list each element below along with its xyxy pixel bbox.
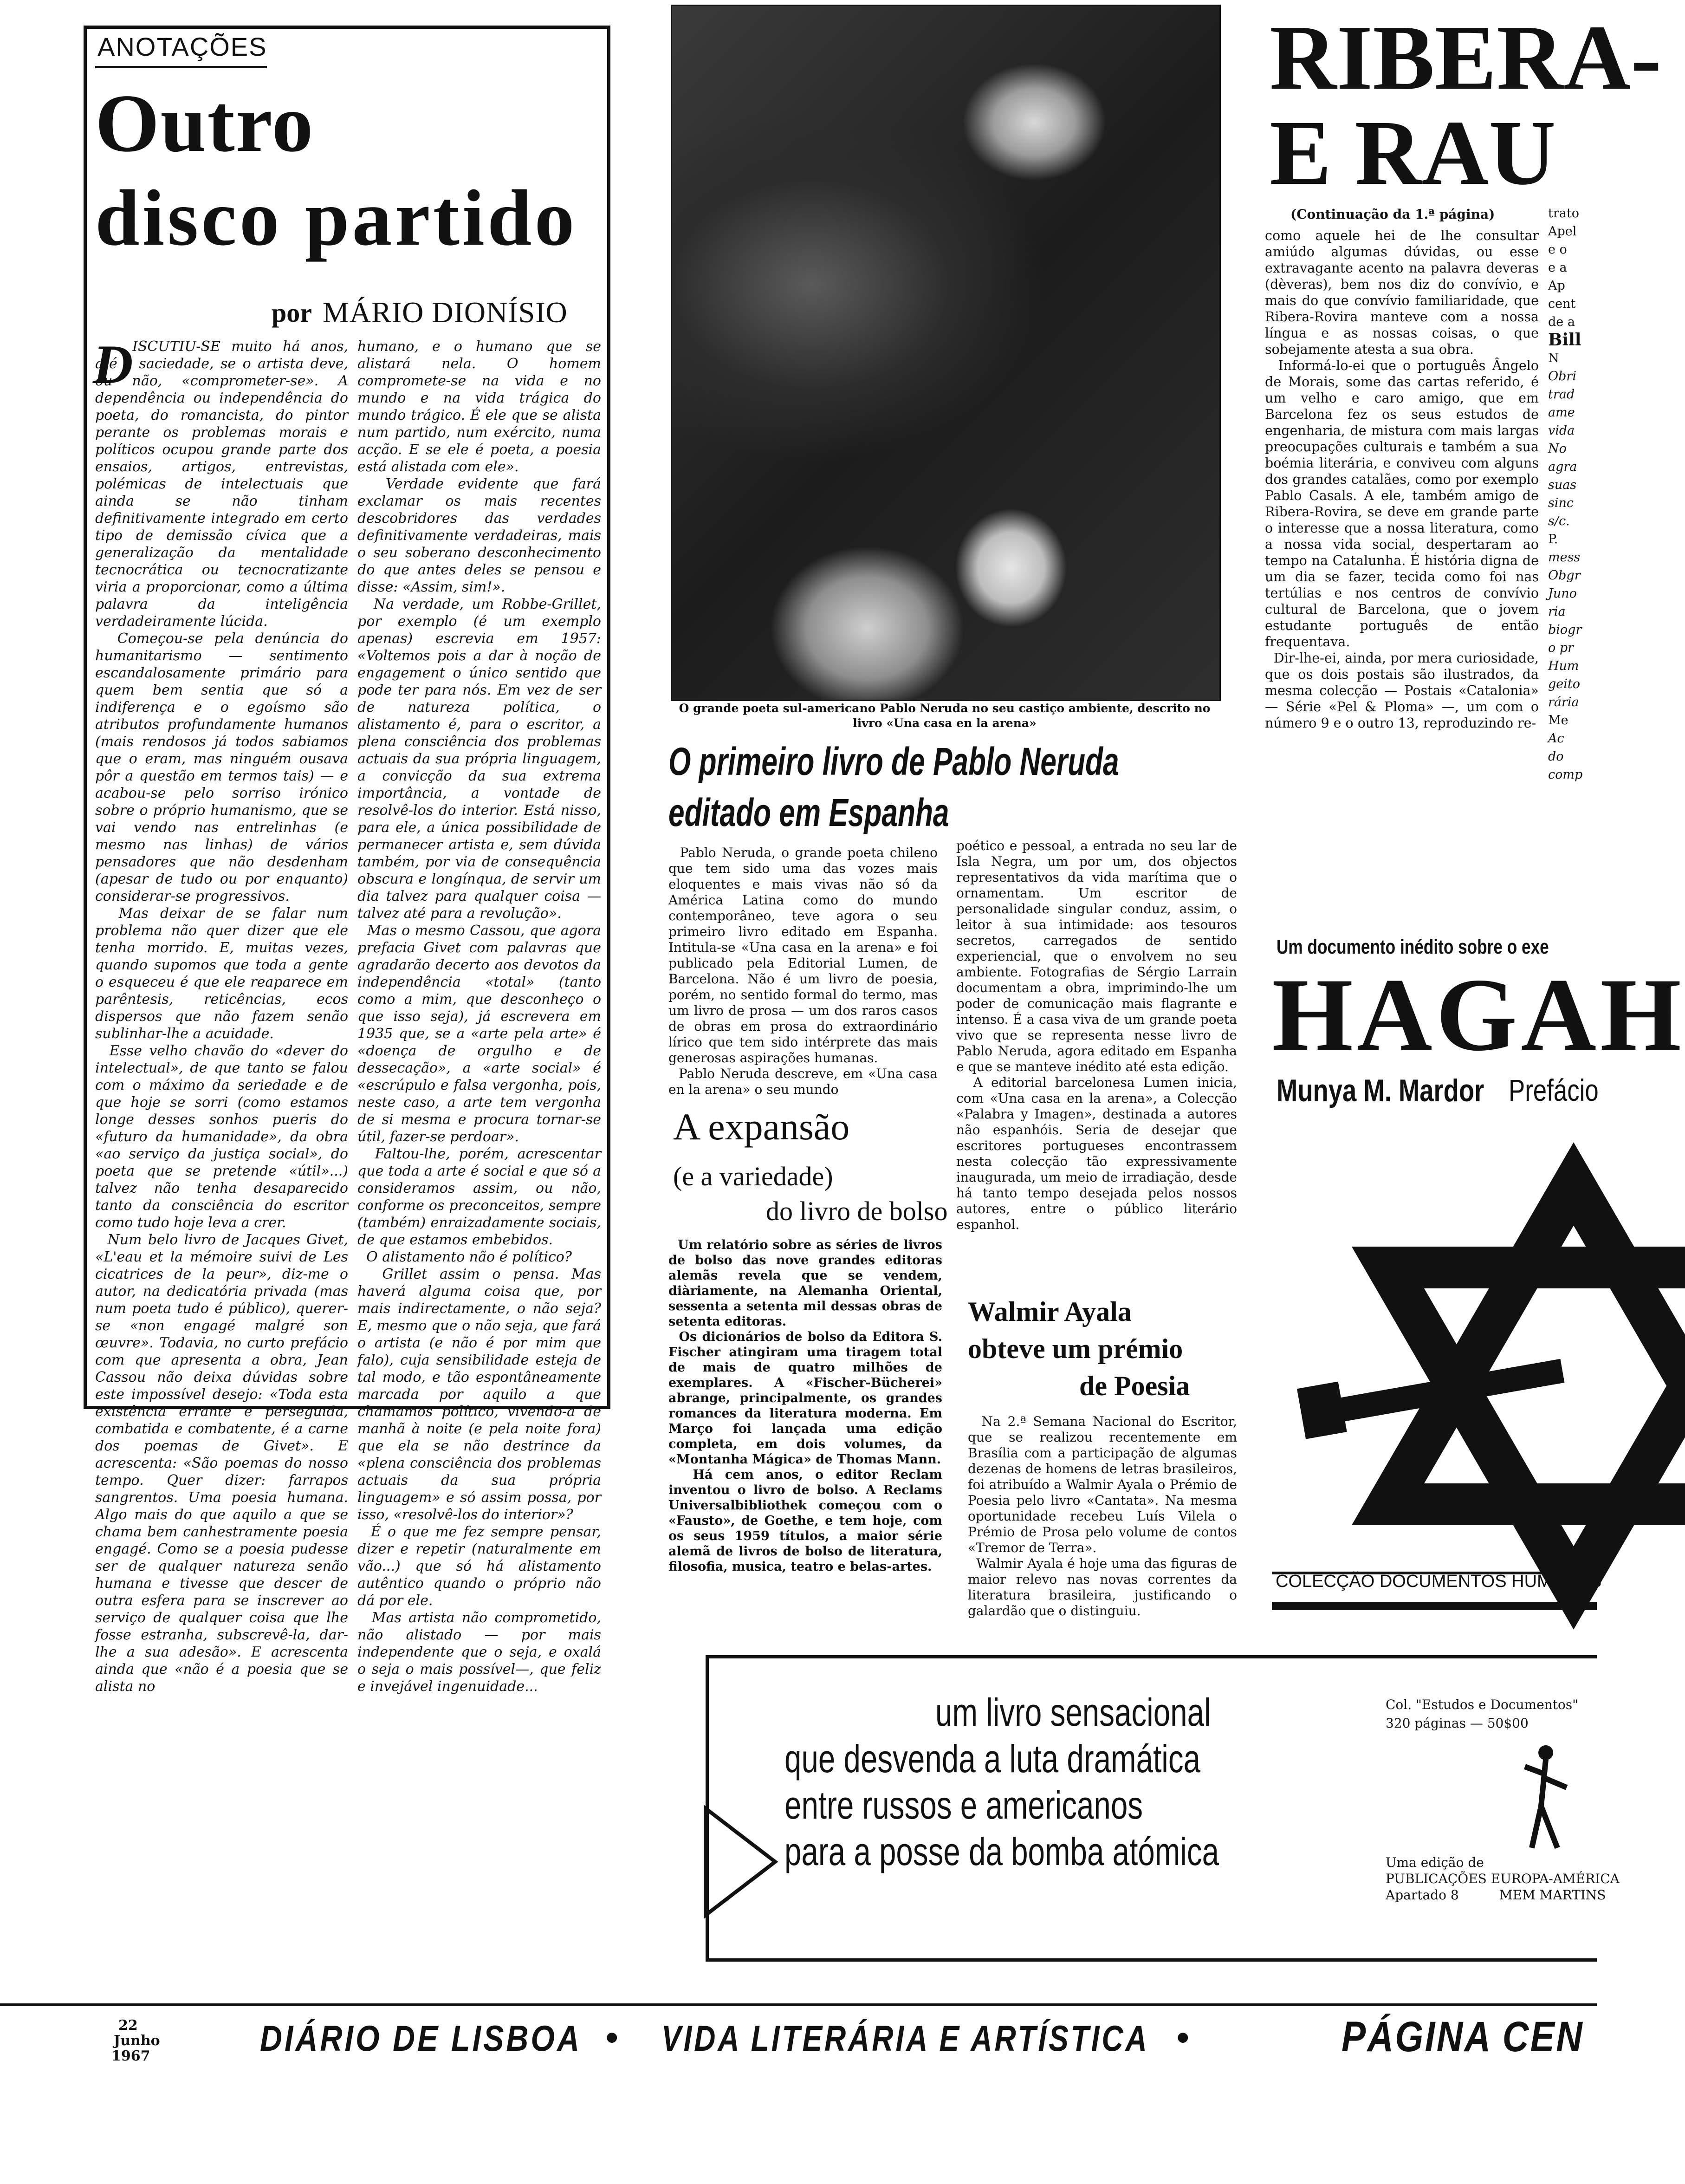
hagah-prefacio: Prefácio <box>1509 1073 1599 1107</box>
neruda-photo <box>671 5 1221 701</box>
edge-fragment: Obgr <box>1548 568 1581 583</box>
edge-fragment: Hum <box>1548 659 1579 673</box>
edge-fragment: de a <box>1548 315 1575 329</box>
edge-fragment: ame <box>1548 405 1575 420</box>
edge-fragment: e a <box>1548 260 1567 275</box>
ribera-continuation: (Continuação da 1.ª página) <box>1290 207 1495 222</box>
edge-fragment: suas <box>1548 478 1577 492</box>
footer-month: Junho <box>114 2033 160 2049</box>
bolso-text: Um relatório sobre as séries de livros de bolso das nove grandes editoras alemãs revela que se vendem, diàriamente, na Alemanha Oriental, sessenta a setenta mil dessas obras de setenta editoras. Os dicionários de bolso da Editora S. Fischer atingiram uma tiragem total de mais de quatro milhões de exemplares. A «Fischer-Bücherei» abrange, principalmente, os grandes romances da literatura moderna. Em Março foi lançada uma edição completa, em dois volumes, da «Montanha Mágica» de Thomas Mann. Há cem anos, o editor Reclam inventou o livro de bolso. A Reclams Universalbibliothek começou com o «Fausto», de Goethe, e tem hoje, com os seus 1959 títulos, a maior série alemã de livros de bolso de literatura, filosofia, musica, teatro e belas-artes. <box>668 1238 942 1574</box>
edge-fragment: Bill <box>1548 330 1581 350</box>
logo-body <box>1525 1760 1567 1848</box>
logo-head <box>1538 1745 1553 1760</box>
edge-fragment: sinc <box>1548 496 1574 510</box>
byline-por: por <box>272 298 312 328</box>
edge-fragment: Me <box>1548 713 1568 728</box>
edge-fragment: vida <box>1548 423 1575 438</box>
edge-fragment: biogr <box>1548 623 1582 637</box>
hagah-title: HAGAH <box>1272 956 1685 1072</box>
arrow-shape <box>706 1808 775 1915</box>
hagah-kicker: Um documento inédito sobre o exe <box>1277 936 1549 958</box>
ad-publisher: PUBLICAÇÕES EUROPA-AMÉRICA <box>1386 1871 1620 1886</box>
ayala-headline-3: de Poesia <box>1079 1371 1190 1401</box>
ad-apartado: Apartado 8 <box>1386 1887 1459 1903</box>
edge-fragment: Obri <box>1548 369 1576 384</box>
neruda-headline-2: editado em Espanha <box>668 791 949 834</box>
headline-line2: disco partido <box>95 174 577 262</box>
footer-year: 1967 <box>111 2048 150 2064</box>
ad-line-4: para a posse da bomba atómica <box>784 1830 1219 1873</box>
ayala-text: Na 2.ª Semana Nacional do Escritor, que se realizou recentemente em Brasília com a participação de algumas dezenas de homens de letras brasileiros, foi atribuído a Walmir Ayala o Prémio de Poesia pelo livro «Cantata». Na mesma oportunidade recebeu Luís Vilela o Prémio de Prosa pelo volume de contos «Tremor de Terra». Walmir Ayala é hoje uma das figuras de maior relevo nas novas correntes da literatura brasileira, justificando o galardão que o distinguiu. <box>968 1414 1237 1618</box>
hagah-author: Munya M. Mardor <box>1277 1073 1484 1108</box>
edge-fragment: comp <box>1548 767 1583 782</box>
edge-fragment: ria <box>1548 604 1566 619</box>
footer-paper: DIÁRIO DE LISBOA <box>260 2018 582 2059</box>
section-rule <box>95 66 267 68</box>
hagah-collection: COLECÇÃO DOCUMENTOS HUMANOS <box>1276 1572 1602 1591</box>
edge-fragment: agra <box>1548 460 1577 474</box>
footer-bullet-1: • <box>606 2018 618 2057</box>
footer-day: 22 <box>118 2017 138 2034</box>
article-column-1: ISCUTIU-SE muito há anos, até à saciedade, se o artista deve, ou não, «comprometer-se». A dependência ou independência do poeta, do romancista, do pintor perante os problemas morais e políticos ocupou grande parte dos ensaios, artigos, entrevistas, polémicas de intelectuais que ainda se não tinham definitivamente integrado em certo tipo de demissão cívica que a generalização da mentalidade tecnocrática ou tecnocratizante viria a proporcionar, como a última palavra da inteligência verdadeiramente lúcida. Começou-se pela denúncia do humanitarismo — sentimento escandalosamente primário para quem bem sentia que só a indiferença e o egoísmo são atributos profundamente humanos (mais rendosos já todos sabiamos que o eram, mas ninguém ousava pôr a questão em termos tais) — e acabou-se pelo sorriso irónico sobre o próprio humanismo, que se vai vendo nas entrelinhas (e mesmo nas linhas) de vários pensadores que não desdenham (apesar de tudo ou por enquanto) considerar-se progressivos. Mas deixar de se falar num problema não quer dizer que ele tenha morrido. E, muitas vezes, quando supomos que toda a gente o esqueceu é que ele reaparece em parêntesis, reticências, ecos dispersos que não fazem senão sublinhar-lhe a acuidade. Esse velho chavão do «dever do intelectual», de que tanto se falou com o máximo da seriedade e de que hoje se sorri (como estamos longe desses sonhos pueris do «futuro da humanidade», da obra «ao serviço da justiça social», do poeta que se pretende «útil»...) talvez não tenha desaparecido tanto da consciência do escritor como tudo hoje leva a crer. Num belo livro de Jacques Givet, «L'eau et la mémoire suivi de Les cicatrices de la peur», diz-me o autor, na dedicatória privada (mas num poeta tudo é público), querer-se «non engagé malgré son œuvre». Todavia, no curto prefácio com que apresenta a obra, Jean Cassou não deixa dúvidas sobre este impossível desejo: «Toda esta existência errante e perseguida, combatida e combatente, é a carne dos poemas de Givet». E acrescenta: «São poemas do nosso tempo. Quer dizer: farrapos sangrentos. Uma poesia humana. Algo mais do que aquilo a que se chama bem canhestramente poesia engagé. Como se a poesia pudesse ser de qualquer natureza senão humana e tivesse que descer de outra esfera para se inscrever ao serviço de qualquer coisa que lhe fosse estranha, subscrevê-la, dar-lhe a sua adesão». E acrescenta ainda que «não é a poesia que se alista no <box>95 338 348 1695</box>
edge-fragment: rária <box>1548 695 1579 709</box>
neruda-column-2: poético e pessoal, a entrada no seu lar de Isla Negra, um por um, dos objectos representativos da vida marítima que o ornamentam. Um escritor de personalidade singular conduz, assim, o leitor à sua intimidade: aos tesouros secretos, carregados de sentido experiencial, que o envolvem no seu ambiente. Fotografias de Sérgio Larrain documentam a obra, imprimindo-lhe um poder de comunicação mais flagrante e intenso. É a casa viva de um grande poeta vivo que se representa nesse livro de Pablo Neruda, agora editado em Espanha e que se manteve inédito até esta edição. A editorial barcelonesa Lumen inicia, com «Una casa en la arena», a Colecção «Palabra y Imagen», destinada a autores não espanhóis. Seria de desejar que escritores portugueses encontrassem nesta colecção tão expressivamente inaugurada, um meio de irradiação, desde há tanto tempo desejada pelos nossos autores, entre o público literário espanhol. <box>956 838 1237 1232</box>
neruda-headline-1: O primeiro livro de Pablo Neruda <box>668 740 1119 783</box>
dancer-logo-icon <box>1518 1741 1574 1880</box>
footer-section: VIDA LITERÁRIA E ARTÍSTICA <box>661 2018 1149 2059</box>
ayala-headline-2: obteve um prémio <box>968 1333 1183 1364</box>
edge-fragment: N <box>1548 351 1559 365</box>
ribera-headline-2: E RAU <box>1270 102 1556 204</box>
arrow-icon <box>706 1808 780 1915</box>
edge-fragment: cent <box>1548 297 1576 311</box>
article-column-2: humano, e o humano que se alistará nela. O homem compromete-se na vida e no mundo e na vida trágica do mundo trágico. É ele que se alista num partido, num exército, numa acção. E se ele é poeta, a poesia está alistada com ele». Verdade evidente que fará exclamar os mais recentes descobridores das verdades definitivamente verdadeiras, mais o seu soberano desconhecimento do que antes deles se pensou e disse: «Assim, sim!». Na verdade, um Robbe-Grillet, por exemplo (é um exemplo apenas) escrevia em 1957: «Voltemos pois a dar à noção de engagement o único sentido que pode ter para nós. Em vez de ser de natureza política, o alistamento é, para o escritor, a plena consciência dos problemas actuais da sua própria linguagem, a convicção da sua extrema importância, a vontade de resolvê-los do interior. Está nisso, para ele, a única possibilidade de permanecer artista e, sem dúvida também, por via de consequência obscura e longínqua, de servir um dia talvez para qualquer coisa — talvez até para a revolução». Mas o mesmo Cassou, que agora prefacia Givet com palavras que agradarão decerto aos devotos da independência «total» (tanto como a mim, que desconheço o que isso seja), já escrevera em 1935 que, se a «arte pela arte» é «doença de orgulho e de dessecação», a «arte social» é «escrúpulo e falsa vergonha, pois, neste caso, a arte tem vergonha de si mesma e procura tornar-se útil, fazer-se perdoar». Faltou-lhe, porém, acrescentar que toda a arte é social e que só a consideramos assim, ou não, conforme os preconceitos, sempre (também) enraizadamente sociais, de que estamos embebidos. O alistamento não é político? Grillet assim o pensa. Mas haverá alguma coisa que, por mais indirectamente, o não seja? E, mesmo que o não seja, que fará o artista (e não é por mim que falo), cuja sensibilidade esteja de tal modo, e tão espontâneamente marcada por aquilo a que chamamos político, vivendo-a de manhã à noite (e pela noite fora) que ela se não destrince da «plena consciência dos problemas actuais da sua própria linguagem» e só assim possa, por isso, «resolvê-los do interior»? É o que me fez sempre pensar, dizer e repetir (naturalmente em vão...) que só há alistamento autêntico quando o próprio não dá por ele. Mas artista não comprometido, não alistado — por mais independente que o seja, e oxalá o seja o mais possível—, que feliz e invejável ingenuidade... <box>357 338 602 1695</box>
edge-fragment: Apel <box>1548 224 1577 239</box>
footer-bullet-2: • <box>1177 2018 1189 2057</box>
ad-line-1: um livro sensacional <box>935 1690 1211 1734</box>
dropcap: D <box>93 333 133 395</box>
edge-fragment: s/c. <box>1548 514 1570 528</box>
footer-page: PÁGINA CEN <box>1342 2013 1584 2060</box>
edge-fragment: Ac <box>1548 731 1564 746</box>
star-of-david-icon <box>1272 1124 1597 1565</box>
edge-fragment: trad <box>1548 387 1575 402</box>
bolso-subhead-2: do livro de bolso <box>766 1196 948 1226</box>
ad-edition: Uma edição de <box>1386 1855 1484 1870</box>
edge-fragment: P. <box>1548 532 1558 546</box>
bolso-headline: A expansão <box>673 1105 850 1148</box>
ayala-headline-1: Walmir Ayala <box>968 1296 1132 1327</box>
section-label: ANOTAÇÕES <box>97 32 267 61</box>
edge-fragment: trato <box>1548 206 1579 221</box>
bolso-subhead-1: (e a variedade) <box>673 1161 833 1191</box>
edge-fragment: do <box>1548 749 1564 764</box>
edge-fragment: mess <box>1548 550 1581 565</box>
ad-pages-price: 320 páginas — 50$00 <box>1386 1716 1529 1731</box>
edge-fragment: geito <box>1548 677 1581 691</box>
neruda-column-1: Pablo Neruda, o grande poeta chileno que tem sido uma das vozes mais eloquentes e mais vivas não só da América Latina como do mundo contemporâneo, teve agora o seu primeiro livro editado em Espanha. Intitula-se «Una casa en la arena» e foi publicado pela Editorial Lumen, de Barcelona. Não é um livro de poesia, porém, no sentido formal do termo, mas um livro de prosa — um dos raros casos de obras em prosa do extraordinário lírico que tem sido intérprete das mais generosas aspirações humanas. Pablo Neruda descreve, em «Una casa en la arena» o seu mundo <box>668 845 938 1097</box>
headline-line1: Outro <box>95 77 314 169</box>
edge-fragment: e o <box>1548 242 1567 257</box>
edge-fragment: Ap <box>1548 279 1565 293</box>
ribera-edge-fragments <box>1548 204 1597 845</box>
hagah-bottom-rule <box>1272 1602 1597 1610</box>
ribera-headline-1: RIBERA- <box>1270 6 1662 109</box>
ribera-column: como aquele hei de lhe consultar amiúdo algumas dúvidas, ou esse extravagante acento na palavra deveras (dèveras), bem nos diz do convívio, e mais do que convívio familiaridade, que Ribera-Rovira manteve com a nossa língua e as nossas coisas, o que sobejamente atesta a sua obra. Informá-lo-ei que o português Ângelo de Morais, some das cartas referido, é um velho e caro amigo, que em Barcelona fez os seus estudos de engenharia, de mistura com mais largas preocupações culturais e também a sua boémia literária, e conviveu com alguns dos grandes catalães, como por exemplo Pablo Casals. A ele, também amigo de Ribera-Rovira, se deve em grande parte o interesse que a nossa literatura, como a nossa vida social, despertaram ao tempo na Catalunha. É história digna de um dia se fazer, tecida como foi nas tertúlias e nos centros de convívio cultural de Barcelona, que o jovem estudante português de então frequentava. Dir-lhe-ei, ainda, por mera curiosidade, que os dois postais são ilustrados, da mesma colecção — Postais «Catalonia» — Série «Pel & Ploma» —, um com o número 9 e o outro 13, reproduzindo re- <box>1265 228 1539 731</box>
edge-fragment: o pr <box>1548 641 1574 655</box>
byline-name: MÁRIO DIONÍSIO <box>323 296 568 329</box>
ad-line-3: entre russos e americanos <box>784 1783 1143 1827</box>
ad-line-2: que desvenda a luta dramática <box>784 1737 1201 1781</box>
edge-fragment: Juno <box>1548 586 1577 601</box>
edge-fragment: No <box>1548 442 1567 456</box>
ad-collection: Col. "Estudos e Documentos" <box>1386 1697 1579 1712</box>
ad-place: MEM MARTINS <box>1499 1887 1606 1903</box>
rifle-stock <box>1297 1382 1347 1439</box>
footer-rule <box>0 2003 1597 2006</box>
photo-caption: O grande poeta sul-americano Pablo Neruda no seu castiço ambiente, descrito no livro «Una casa en la arena» <box>679 702 1211 730</box>
